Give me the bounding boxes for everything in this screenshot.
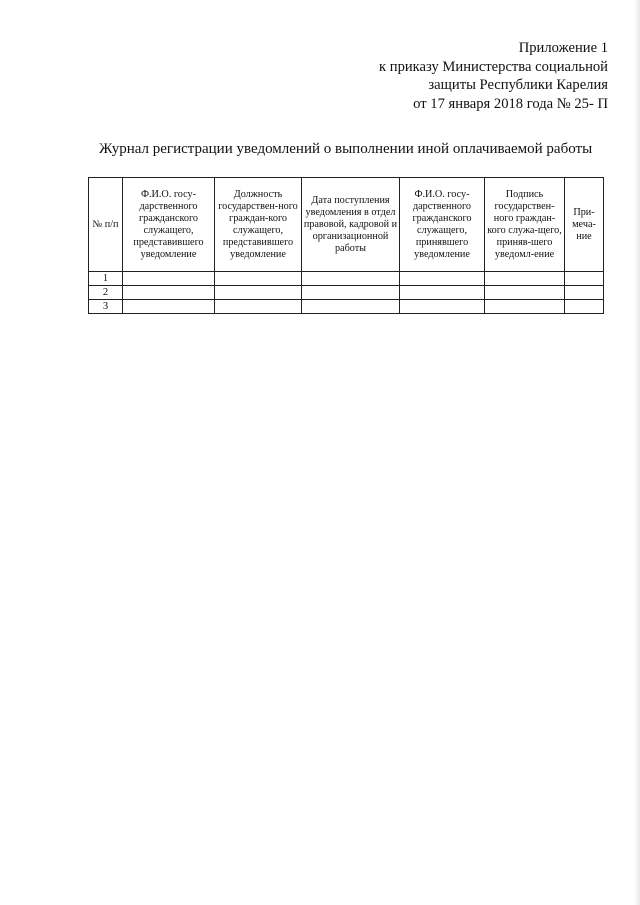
journal-table — [88, 177, 604, 314]
table-cell — [400, 286, 485, 300]
order-date-number: от 17 января 2018 года № 25- П — [413, 95, 608, 112]
table-cell — [565, 300, 604, 314]
journal-title: Журнал регистрации уведомлений о выполнении иной оплачиваемой работы — [99, 141, 593, 157]
table-cell — [215, 286, 302, 300]
table-cell — [302, 272, 400, 286]
table-cell — [302, 300, 400, 314]
column-header-receipt-date: Дата поступления уведомления в отдел правовой, кадровой и организационной работы — [302, 178, 400, 272]
column-header-note: При-меча-ние — [565, 178, 604, 272]
scan-edge-shadow — [634, 0, 640, 905]
ministry-name: защиты Республики Карелия — [428, 77, 608, 93]
column-header-receiver-name: Ф.И.О. госу-дарственного гражданского служащего, принявшего уведомление — [400, 178, 485, 272]
table-cell — [485, 286, 565, 300]
appendix-header — [288, 39, 608, 113]
table-cell-number: 1 — [89, 272, 123, 286]
table-cell — [215, 300, 302, 314]
table-cell-number: 3 — [89, 300, 123, 314]
column-header-receiver-signature: Подпись государствен-ного граждан-кого служа-щего, приняв-шего уведомл-ение — [485, 178, 565, 272]
column-header-submitter-position: Должность государствен-ного граждан-кого служащего, представившего уведомление — [215, 178, 302, 272]
table-cell — [400, 300, 485, 314]
table-cell — [565, 286, 604, 300]
order-reference: к приказу Министерства социальной — [379, 58, 608, 75]
column-header-submitter-name: Ф.И.О. госу-дарственного гражданского служащего, представившего уведомление — [123, 178, 215, 272]
table-cell — [400, 272, 485, 286]
table-cell — [215, 272, 302, 286]
column-header-number: № п/п — [89, 178, 123, 272]
table-cell-number: 2 — [89, 286, 123, 300]
table-cell — [485, 300, 565, 314]
table-cell — [302, 286, 400, 300]
table-row — [89, 286, 604, 300]
table-cell — [123, 272, 215, 286]
table-cell — [123, 286, 215, 300]
table-cell — [123, 300, 215, 314]
table-row — [89, 272, 604, 286]
table-row — [89, 300, 604, 314]
table-cell — [485, 272, 565, 286]
appendix-number: Приложение 1 — [518, 40, 608, 56]
table-header-row — [89, 178, 604, 272]
table-cell — [565, 272, 604, 286]
